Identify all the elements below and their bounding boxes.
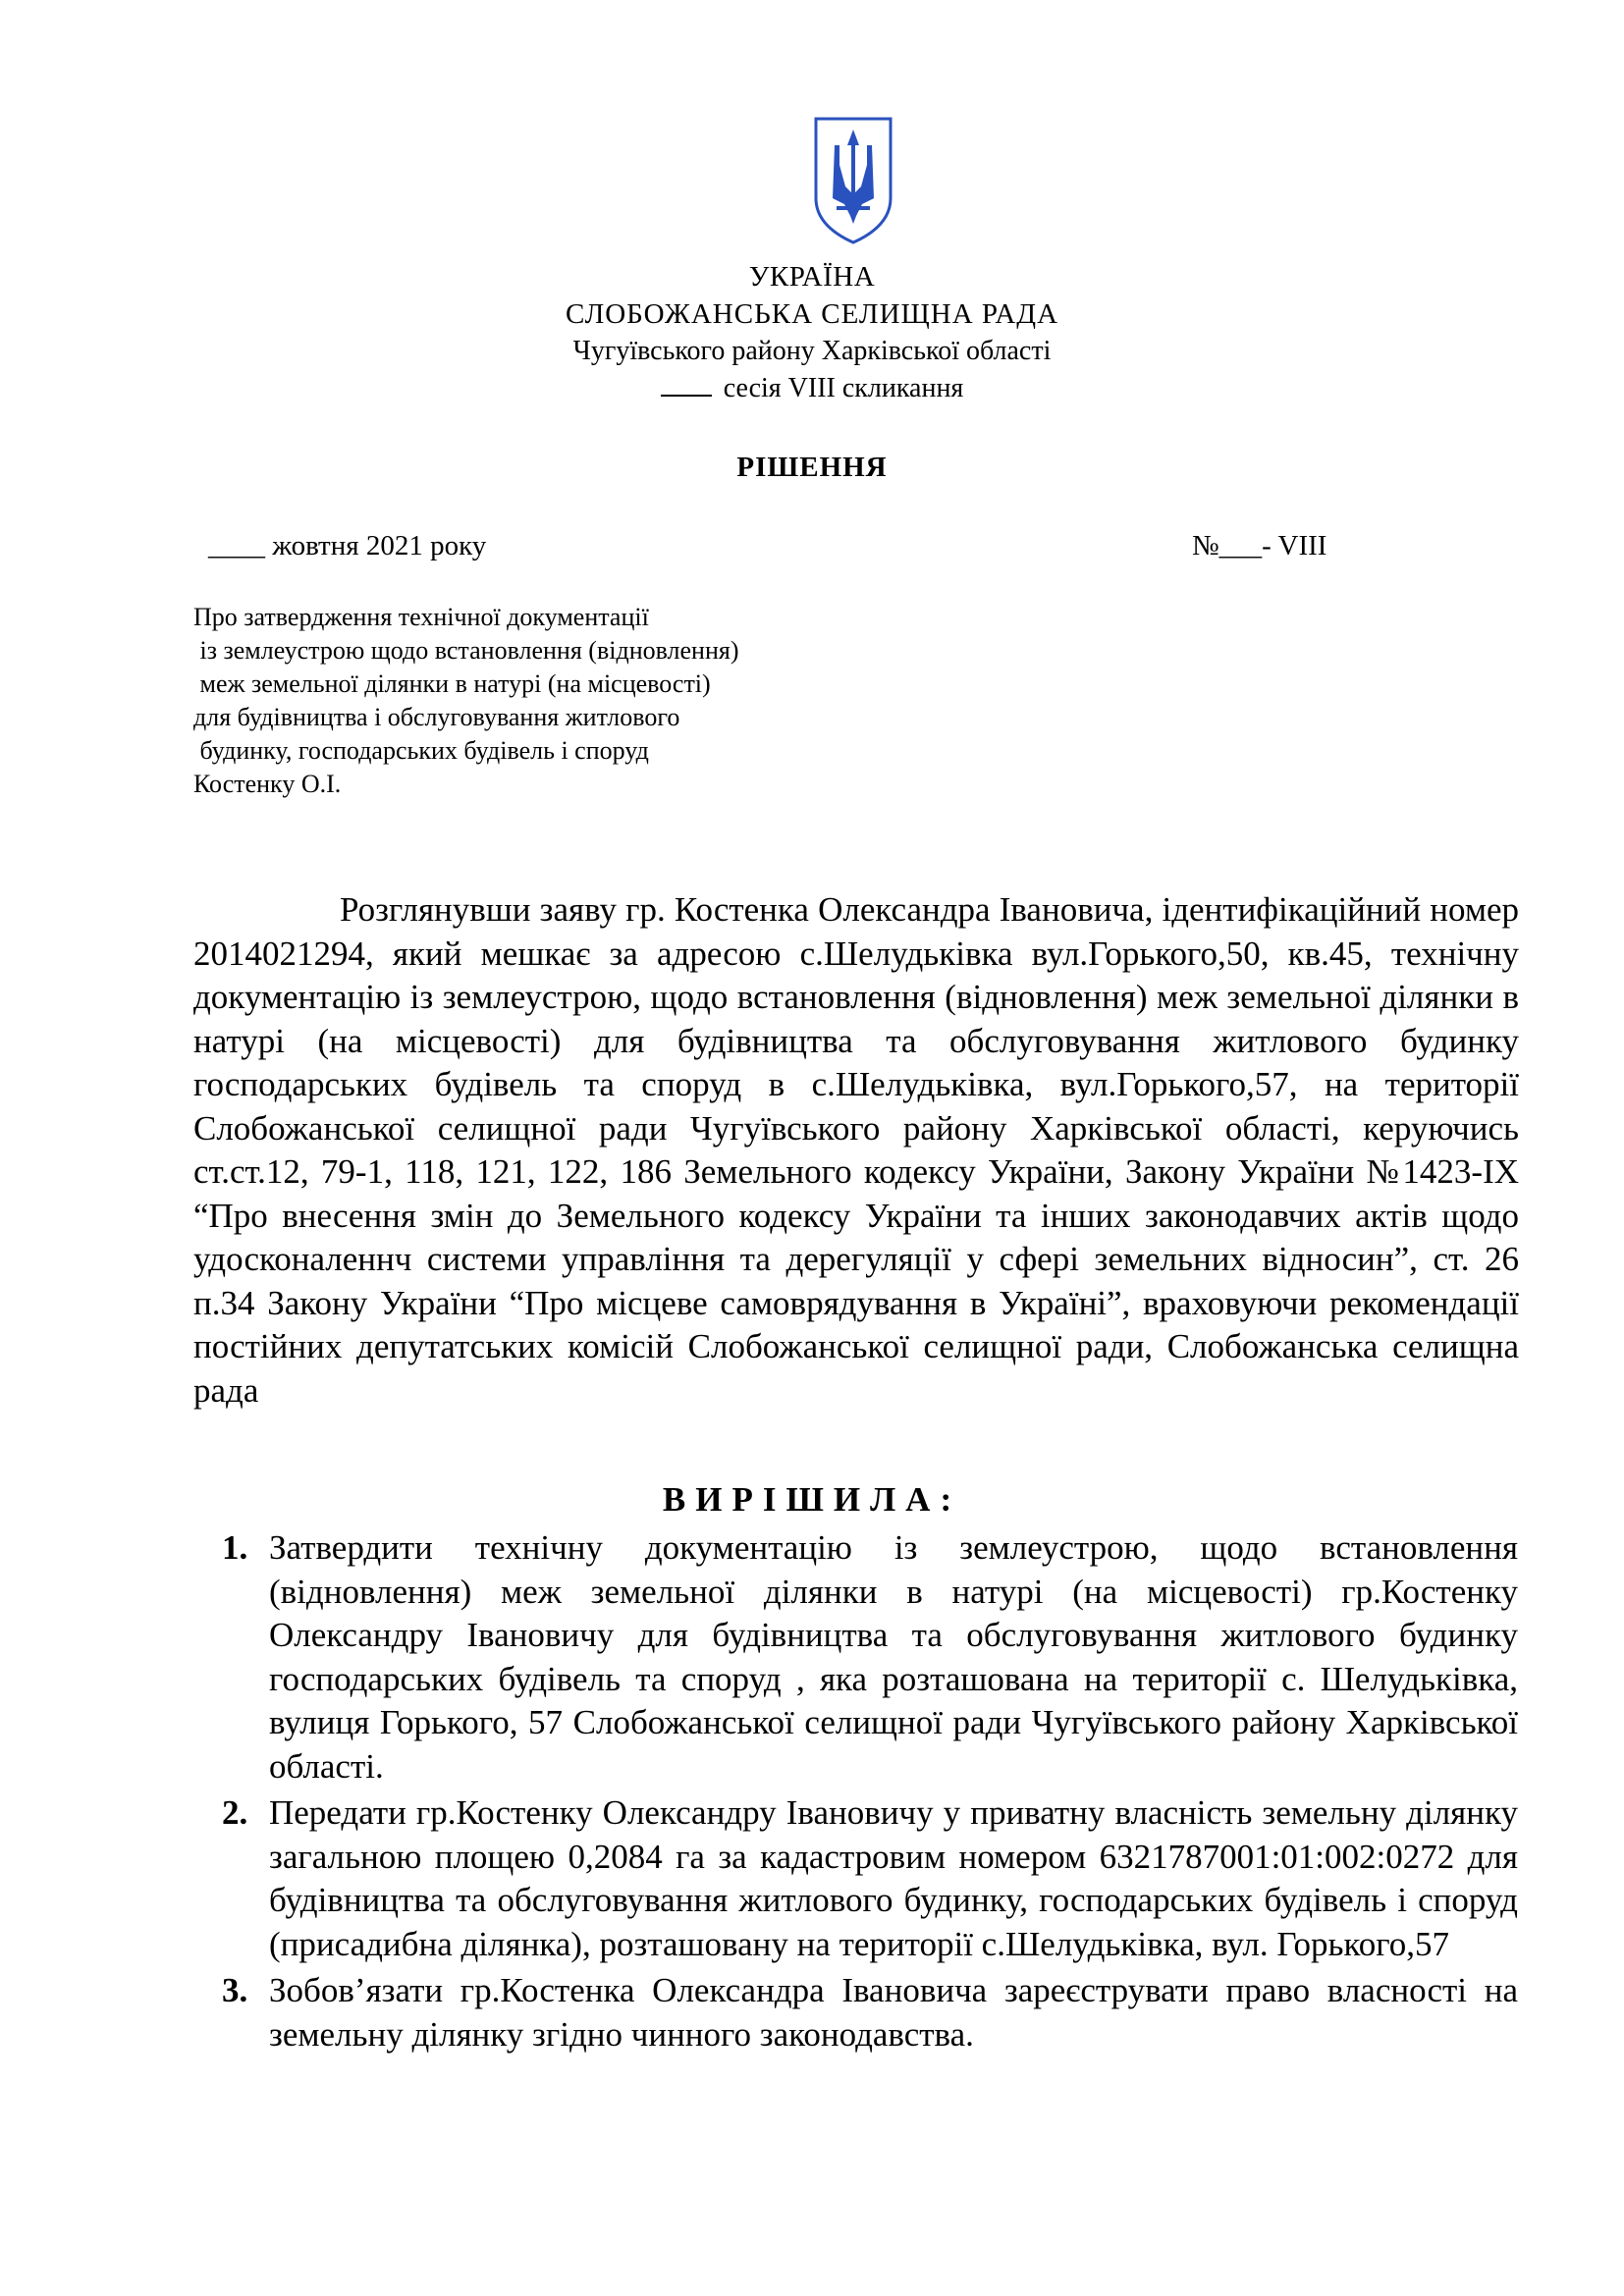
item-number: 3. <box>222 1971 248 2009</box>
country-name: УКРАЇНА <box>748 261 876 293</box>
resolution-item <box>222 1791 1518 1966</box>
item-text: Зобов’язати гр.Костенка Олександра Івановича зареєструвати право власності на земельну ділянку згідно чинного законодавства. <box>269 1971 1518 2054</box>
resolution-list <box>222 1526 1518 2059</box>
document-number: №___- VIII <box>1192 530 1327 561</box>
session-number-blank <box>661 377 712 397</box>
session-label: сесія VIII скликання <box>723 373 964 403</box>
coat-of-arms-icon <box>813 116 893 245</box>
subject-line: для будівництва і обслуговування житлового <box>193 703 680 731</box>
session-line <box>0 373 1624 404</box>
item-number: 1. <box>222 1528 248 1567</box>
resolution-item <box>222 1526 1518 1789</box>
item-text: Затвердити технічну документацію із землеустрою, щодо встановлення (відновлення) меж земельної ділянки в натурі (на місцевості) гр.Костенку Олександру Івановичу для будівництва та обслуговування житлового будинку господарських будівель та споруд , яка розташована на території с. Шелудьківка, вулиця Горького, 57 Слобожанської селищної ради Чугуївського району Харківської області. <box>269 1528 1518 1786</box>
preamble-paragraph: Розглянувши заяву гр. Костенка Олександра Івановича, ідентифікаційний номер 2014021294, який мешкає за адресою с.Шелудьківка вул.Горького,50, кв.45, технічну документацію із землеустрою, щодо встановлення (відновлення) меж земельної ділянки в натурі (на місцевості) для будівництва та обслуговування житлового будинку господарських будівель та споруд в с.Шелудьківка, вул.Горького,57, на території Слобожанської селищної ради Чугуївського району Харківської області, керуючись ст.ст.12, 79-1, 118, 121, 122, 186 Земельного кодексу України, Закону України №1423-ІХ “Про внесення змін до Земельного кодексу України та інших законодавчих актів щодо удосконаленнч системи управління та дерегуляції у сфері земельних відносин”, ст. 26 п.34 Закону України “Про місцеве самоврядування в Україні”, враховуючи рекомендації постійних депутатських комісій Слобожанської селищної ради, Слобожанська селищна рада <box>193 890 1519 1410</box>
document-date: ____ жовтня 2021 року <box>208 530 487 561</box>
item-number: 2. <box>222 1793 248 1832</box>
decided-heading: ВИРІШИЛА: <box>662 1480 962 1519</box>
district-name: Чугуївського району Харківської області <box>572 336 1052 366</box>
subject-line: Костенку О.І. <box>193 770 342 798</box>
subject-line: із землеустрою щодо встановлення (відновлення) <box>193 636 739 665</box>
item-text: Передати гр.Костенку Олександру Івановичу у приватну власність земельну ділянку загальною площею 0,2084 га за кадастровим номером 6321787001:01:002:0272 для будівництва та обслуговування житлового будинку, господарських будівель і споруд (присадибна ділянка), розташовану на території с.Шелудьківка, вул. Горького,57 <box>269 1793 1518 1963</box>
document-title: РІШЕННЯ <box>736 452 888 483</box>
decision-subject <box>193 601 739 801</box>
subject-line: меж земельної ділянки в натурі (на місцевості) <box>193 669 711 698</box>
council-name: СЛОБОЖАНСЬКА СЕЛИЩНА РАДА <box>565 298 1059 330</box>
subject-line: будинку, господарських будівель і споруд <box>193 736 649 765</box>
subject-line: Про затвердження технічної документації <box>193 603 649 631</box>
resolution-item <box>222 1969 1518 2056</box>
